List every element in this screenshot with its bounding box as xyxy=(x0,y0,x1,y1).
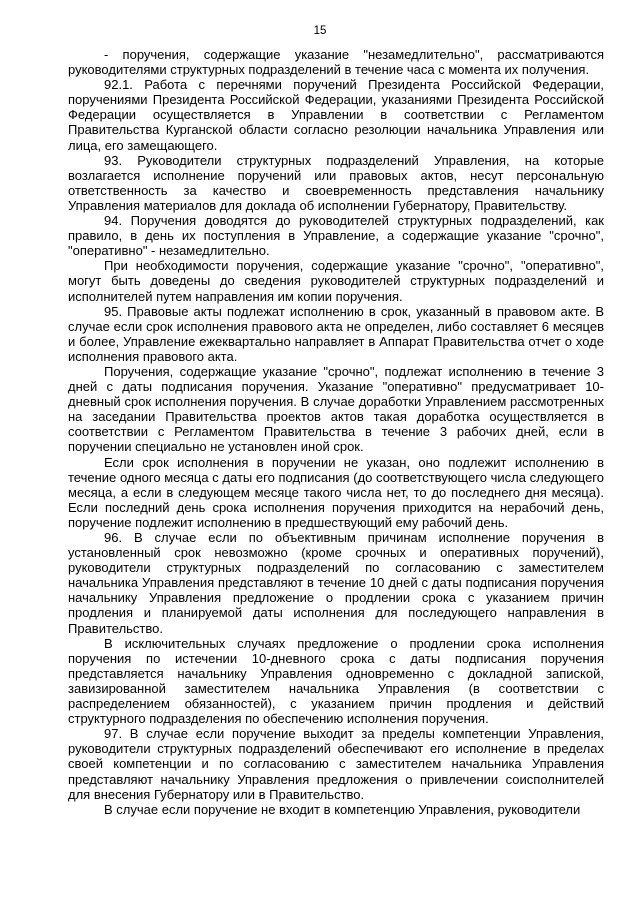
paragraph-93: 93. Руководители структурных подразделений Управления, на которые возлагается исполнение поручений или правовых актов, несут персональную ответственность за качество и своевременность представления начальнику Управления материалов для доклада об исполнении Губернатору, Правительству. xyxy=(68,152,604,213)
document-body xyxy=(68,47,604,817)
paragraph-97: 97. В случае если поручение выходит за пределы компетенции Управления, руководители структурных подразделений обеспечивают его исполнение в пределах своей компетенции и по согласованию с заместителем начальника Управления представляют начальнику Управления предложения о привлечении соисполнителей для внесения Губернатору или в Правительство. xyxy=(68,726,604,802)
paragraph-96-exceptional: В исключительных случаях предложение о продлении срока исполнения поручения по истечении 10-дневного срока с даты подписания поручения представляется начальнику Управления одновременно с докладной запиской, завизированной заместителем начальника Управления (в соответствии с распределением обязанностей), с указанием причин продления и действий структурного подразделения по обеспечению исполнения поручения. xyxy=(68,635,604,727)
paragraph-95-urgent-deadlines: Поручения, содержащие указание "срочно", подлежат исполнению в течение 3 дней с даты подписания поручения. Указание "оперативно" предусматривает 10-дневный срок исполнения поручения. В случае доработки Управлением рассмотренных на заседании Правительства проектов актов такая доработка осуществляется в соответствии с Регламентом Правительства в течение 3 рабочих дней, если в поручении специально не установлен иной срок. xyxy=(68,363,604,455)
paragraph-97-continued: В случае если поручение не входит в компетенцию Управления, руководители xyxy=(104,801,581,817)
page-number: 15 xyxy=(313,25,327,37)
paragraph-urgent-item: - поручения, содержащие указание "незамедлительно", рассматриваются руководителями структурных подразделений в течение часа с момента их получения. xyxy=(68,47,604,78)
paragraph-95: 95. Правовые акты подлежат исполнению в срок, указанный в правовом акте. В случае если срок исполнения правового акта не определен, либо составляет 6 месяцев и более, Управление ежеквартально направляет в Аппарат Правительства отчет о ходе исполнения правового акта. xyxy=(68,303,604,364)
paragraph-96: 96. В случае если по объективным причинам исполнение поручения в установленный срок невозможно (кроме срочных и оперативных поручений), руководители структурных подразделений по согласованию с заместителем начальника Управления представляют в течение 10 дней с даты подписания поручения начальнику Управления предложение о продлении срока с указанием причин продления и планируемой даты исполнения для последующего направления в Правительство. xyxy=(68,530,604,636)
paragraph-94-copies: При необходимости поручения, содержащие указание "срочно", "оперативно", могут быть доведены до сведения руководителей структурных подразделений и исполнителей путем направления им копии поручения. xyxy=(68,258,604,304)
paragraph-94: 94. Поручения доводятся до руководителей структурных подразделений, как правило, в день их поступления в Управление, а содержащие указание "срочно", "оперативно" - незамедлительно. xyxy=(68,213,604,259)
paragraph-92-1: 92.1. Работа с перечнями поручений Президента Российской Федерации, поручениями Президента Российской Федерации, указаниями Президента Российской Федерации осуществляется в Управлении в соответствии с Регламентом Правительства Курганской области согласно резолюции начальника Управления или лица, его замещающего. xyxy=(68,77,604,153)
paragraph-95-default-deadline: Если срок исполнения в поручении не указан, оно подлежит исполнению в течение одного месяца с даты его подписания (до соответствующего числа следующего месяца, а если в следующем месяце такого числа нет, то до последнего дня месяца). Если последний день срока исполнения поручения приходится на нерабочий день, поручение подлежит исполнению в предшествующий ему рабочий день. xyxy=(68,454,604,530)
